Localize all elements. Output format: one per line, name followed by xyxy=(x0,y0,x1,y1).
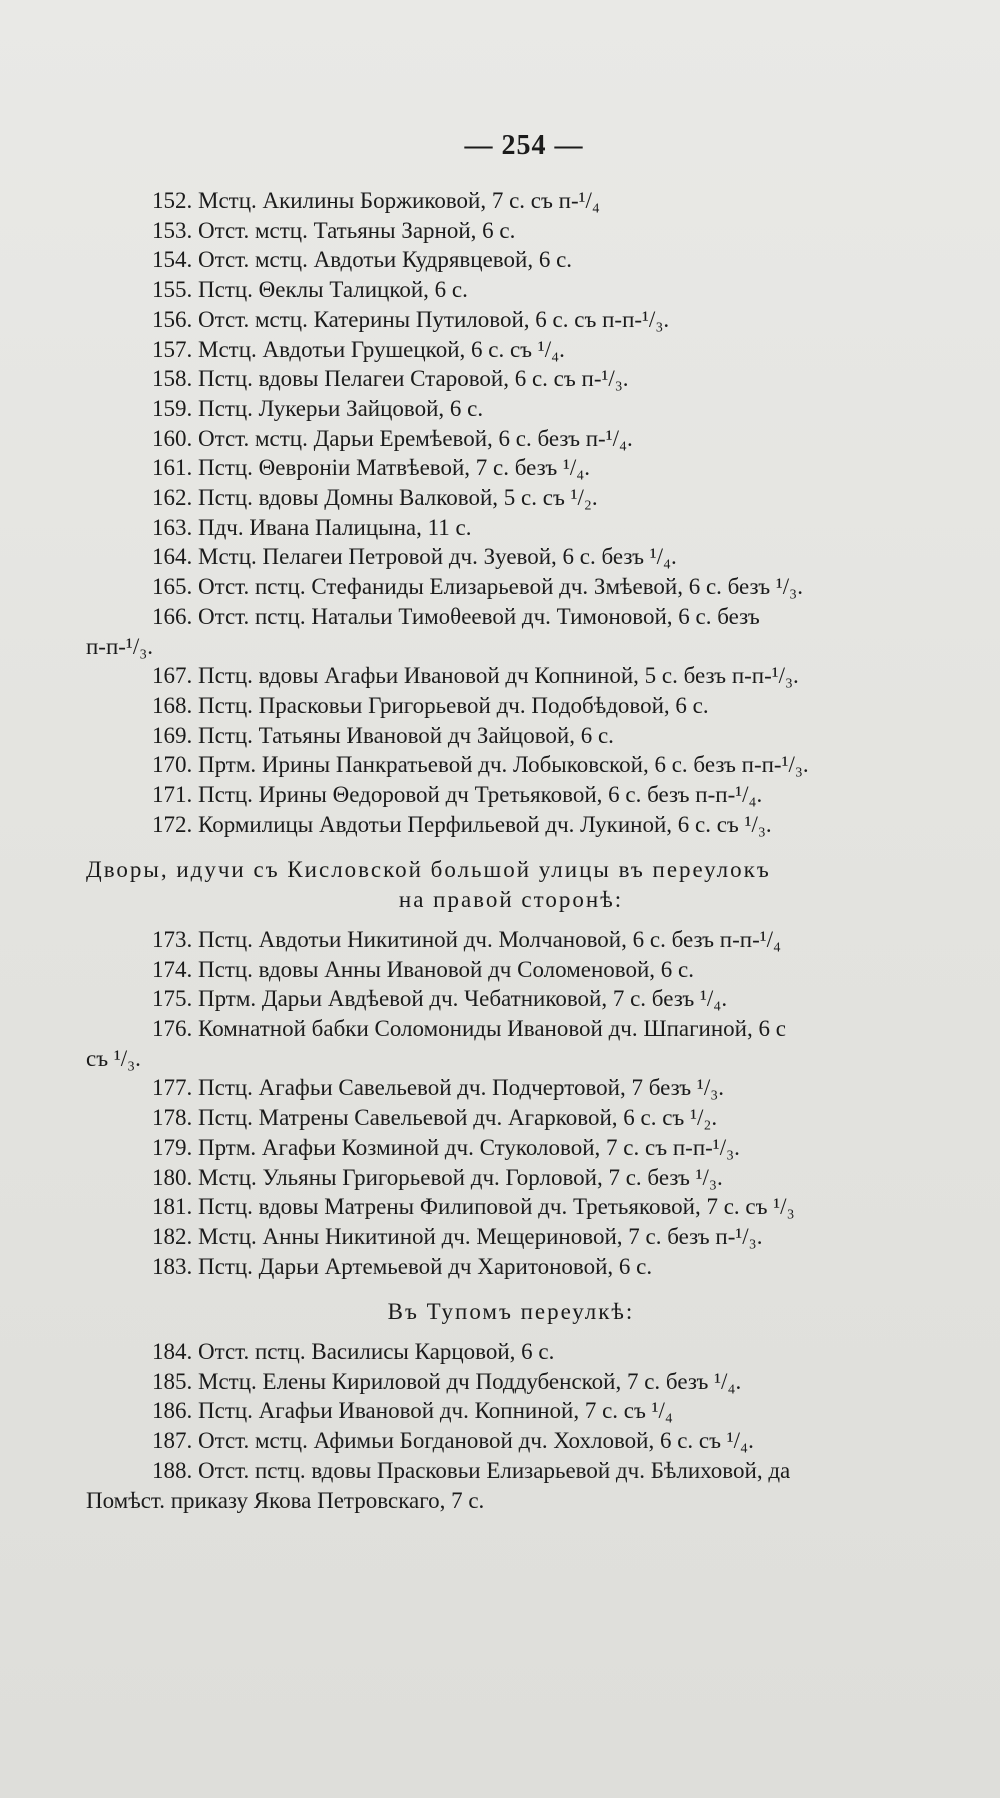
entry-173: 173. Пстц. Авдотьи Никитиной дч. Молчановой, 6 с. безъ п-п-¹/₄ xyxy=(152,926,782,952)
entry-167: 167. Пстц. вдовы Агафьи Ивановой дч Копниной, 5 с. безъ п-п-¹/₃. xyxy=(152,663,799,689)
entry-179: 179. Пртм. Агафьи Козминой дч. Стуколовой, 7 с. съ п-п-¹/₃. xyxy=(152,1134,740,1160)
entry-155: 155. Пстц. Θеклы Талицкой, 6 с. xyxy=(152,277,468,303)
entry-153: 153. Отст. мстц. Татьяны Зарной, 6 с. xyxy=(152,217,516,243)
section-heading-line-2: на правой сторонѣ: xyxy=(398,887,624,913)
page-number: — 254 — xyxy=(464,130,584,161)
entries-block-2 xyxy=(86,925,936,1281)
entry-168: 168. Пстц. Прасковьи Григорьевой дч. Подобѣдовой, 6 с. xyxy=(152,692,709,718)
entry-185: 185. Мстц. Елены Кириловой дч Поддубенской, 7 с. безъ ¹/₄. xyxy=(152,1368,742,1394)
entry-186: 186. Пстц. Агафьи Ивановой дч. Копниной, 7 с. съ ¹/₄ xyxy=(152,1398,673,1424)
entry-184: 184. Отст. пстц. Василисы Карцовой, 6 с. xyxy=(152,1339,555,1365)
entry-177: 177. Пстц. Агафьи Савельевой дч. Подчертовой, 7 безъ ¹/₃. xyxy=(152,1075,724,1101)
entry-169: 169. Пстц. Татьяны Ивановой дч Зайцовой, 6 с. xyxy=(152,722,614,748)
section-heading-tupoy: Въ Тупомъ переулкѣ: xyxy=(387,1299,635,1325)
section-heading-line-1: Дворы, идучи съ Кисловской большой улицы въ переулокъ xyxy=(86,857,771,883)
entry-188: 188. Отст. пстц. вдовы Прасковьи Елизарьевой дч. Бѣлиховой, да xyxy=(152,1457,791,1483)
entry-175: 175. Пртм. Дарьи Авдѣевой дч. Чебатниковой, 7 с. безъ ¹/₄. xyxy=(152,986,728,1012)
entry-166-continuation: п-п-¹/₃. xyxy=(86,633,153,659)
entry-176: 176. Комнатной бабки Соломониды Ивановой дч. Шпагиной, 6 с xyxy=(152,1015,786,1041)
entry-188-continuation: Помѣст. приказу Якова Петровскаго, 7 с. xyxy=(86,1487,485,1513)
entry-171: 171. Пстц. Ирины Θедоровой дч Третьяковой, 6 с. безъ п-п-¹/₄. xyxy=(152,782,763,808)
entry-176-continuation: съ ¹/₃. xyxy=(86,1045,141,1071)
entry-162: 162. Пстц. вдовы Домны Валковой, 5 с. съ ¹/₂. xyxy=(152,485,598,511)
entry-183: 183. Пстц. Дарьи Артемьевой дч Харитоновой, 6 с. xyxy=(152,1253,653,1279)
entry-182: 182. Мстц. Анны Никитиной дч. Мещериновой, 7 с. безъ п-¹/₃. xyxy=(152,1223,763,1249)
entry-154: 154. Отст. мстц. Авдотьи Кудрявцевой, 6 с. xyxy=(152,247,573,273)
entry-152: 152. Мстц. Акилины Боржиковой, 7 с. съ п-¹/₄ xyxy=(152,188,600,213)
entry-165: 165. Отст. пстц. Стефаниды Елизарьевой дч. Змѣевой, 6 с. безъ ¹/₃. xyxy=(152,574,803,600)
entry-166: 166. Отст. пстц. Натальи Тимоθеевой дч. Тимоновой, 6 с. безъ xyxy=(152,603,760,629)
entry-158: 158. Пстц. вдовы Пелагеи Старовой, 6 с. съ п-¹/₃. xyxy=(152,366,629,392)
entry-161: 161. Пстц. Θевронiи Матвѣевой, 7 с. безъ ¹/₄. xyxy=(152,455,591,481)
entry-187: 187. Отст. мстц. Афимьи Богдановой дч. Хохловой, 6 с. съ ¹/₄. xyxy=(152,1428,754,1454)
entry-160: 160. Отст. мстц. Дарьи Еремѣевой, 6 с. безъ п-¹/₄. xyxy=(152,425,633,451)
entry-156: 156. Отст. мстц. Катерины Путиловой, 6 с. съ п-п-¹/₃. xyxy=(152,306,670,332)
entries-block-3 xyxy=(86,1337,936,1515)
section-heading-kislovskaya xyxy=(86,855,936,914)
entry-157: 157. Мстц. Авдотьи Грушецкой, 6 с. съ ¹/₄. xyxy=(152,336,565,362)
entry-181: 181. Пстц. вдовы Матрены Филиповой дч. Третьяковой, 7 с. съ ¹/₃ xyxy=(152,1194,795,1220)
entry-174: 174. Пстц. вдовы Анны Ивановой дч Соломеновой, 6 с. xyxy=(152,956,694,982)
entries-block-1 xyxy=(86,186,936,839)
entry-180: 180. Мстц. Ульяны Григорьевой дч. Горловой, 7 с. безъ ¹/₃. xyxy=(152,1164,723,1190)
entry-170: 170. Пртм. Ирины Панкратьевой дч. Лобыковской, 6 с. безъ п-п-¹/₃. xyxy=(152,752,809,778)
entry-164: 164. Мстц. Пелагеи Петровой дч. Зуевой, 6 с. безъ ¹/₄. xyxy=(152,544,677,570)
entry-163: 163. Пдч. Ивана Палицына, 11 с. xyxy=(152,514,472,540)
entry-159: 159. Пстц. Лукерьи Зайцовой, 6 с. xyxy=(152,395,484,421)
entry-172: 172. Кормилицы Авдотьи Перфильевой дч. Лукиной, 6 с. съ ¹/₃. xyxy=(152,811,772,837)
entry-178: 178. Пстц. Матрены Савельевой дч. Агарковой, 6 с. съ ¹/₂. xyxy=(152,1105,718,1131)
